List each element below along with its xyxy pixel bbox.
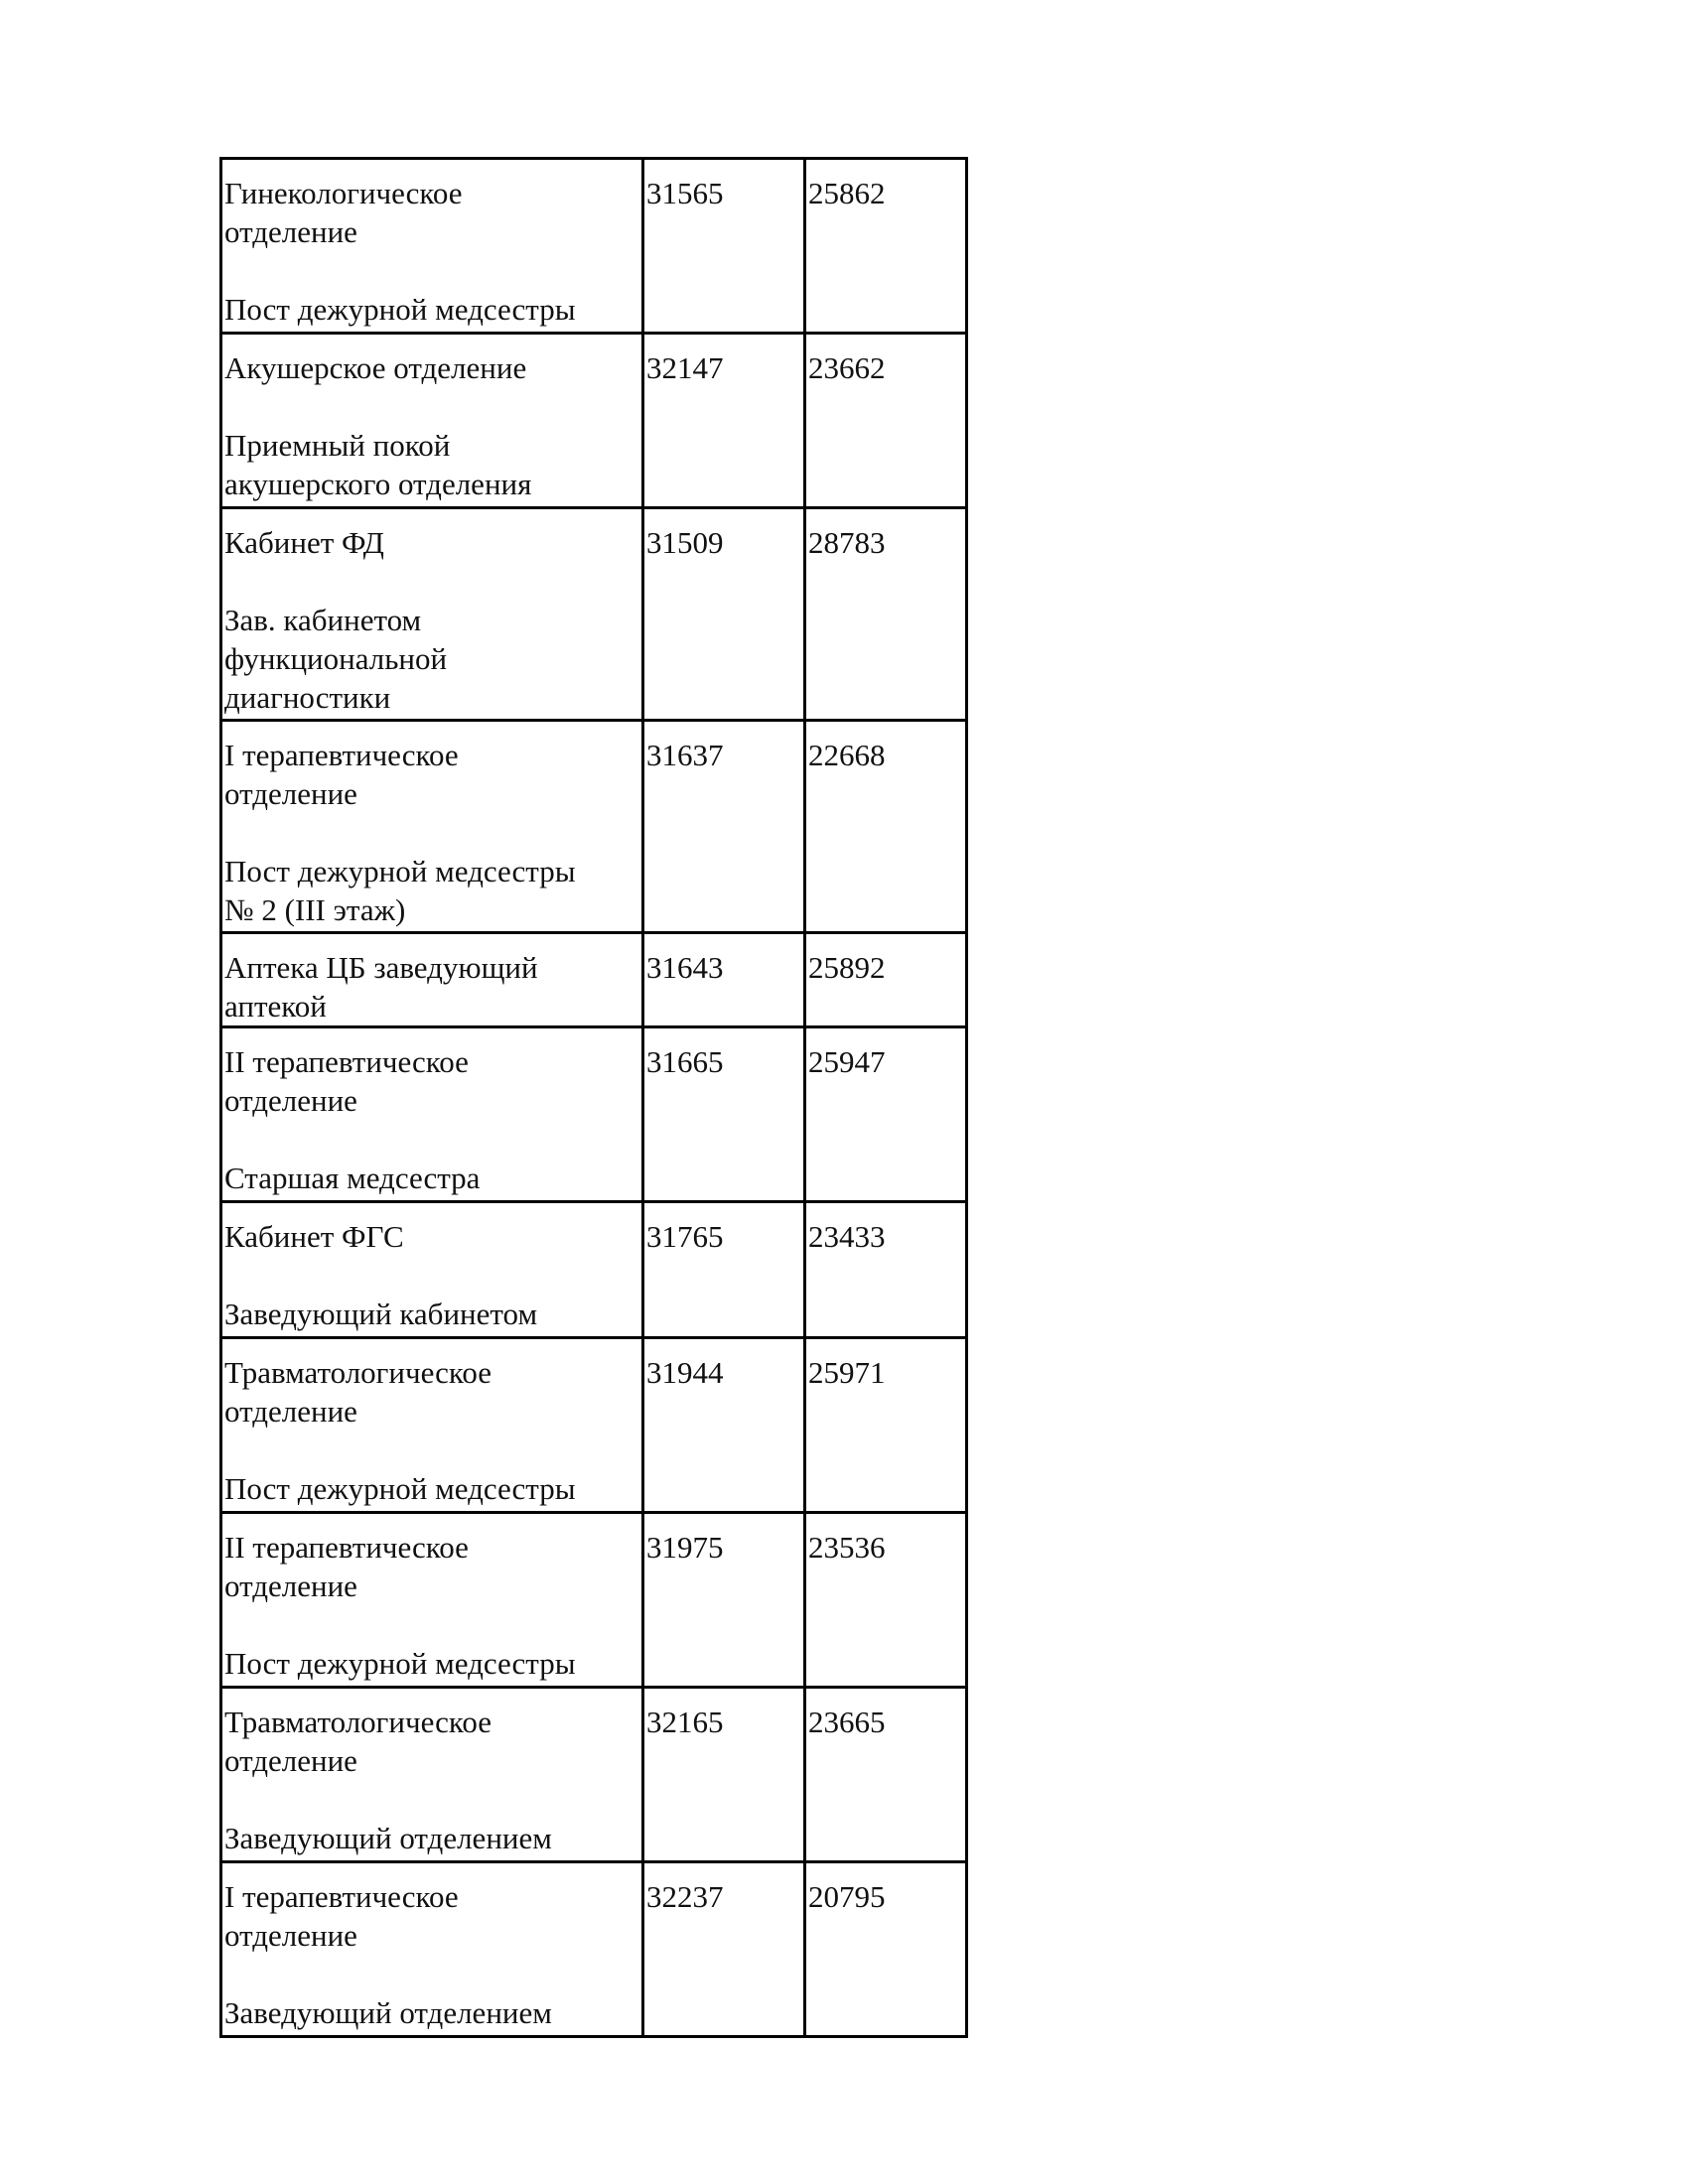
table-row [221, 334, 967, 508]
table-body [221, 159, 967, 2037]
table-row [221, 1688, 967, 1862]
table-row [221, 1027, 967, 1202]
department-cell [221, 1338, 643, 1513]
department-line: отделение [224, 214, 357, 249]
department-line: Гинекологическое [224, 176, 463, 210]
number-cell-2: 20795 [805, 1862, 967, 2037]
department-cell [221, 721, 643, 933]
number-cell-1: 31665 [643, 1027, 805, 1202]
department-line: Травматологическое [224, 1355, 492, 1390]
department-cell [221, 508, 643, 721]
department-cell [221, 1862, 643, 2037]
number-cell-2: 22668 [805, 721, 967, 933]
department-line: отделение [224, 1743, 357, 1778]
department-cell [221, 1513, 643, 1688]
table-row [221, 159, 967, 334]
table-row [221, 1338, 967, 1513]
department-line: II терапевтическое [224, 1530, 469, 1565]
number-cell-1: 32147 [643, 334, 805, 508]
position-line: Пост дежурной медсестры [224, 854, 576, 888]
department-line: отделение [224, 1569, 357, 1603]
department-line: отделение [224, 1394, 357, 1429]
position-line: Заведующий кабинетом [224, 1297, 538, 1331]
department-cell [221, 1688, 643, 1862]
position-line: Пост дежурной медсестры [224, 1646, 576, 1681]
position-line: Пост дежурной медсестры [224, 292, 576, 327]
number-cell-2: 25892 [805, 933, 967, 1027]
number-cell-2: 25862 [805, 159, 967, 334]
number-cell-2: 28783 [805, 508, 967, 721]
department-cell [221, 933, 643, 1027]
table-row [221, 933, 967, 1027]
position-line: функциональной [224, 641, 448, 676]
number-cell-2: 23665 [805, 1688, 967, 1862]
number-cell-2: 23662 [805, 334, 967, 508]
department-line: Кабинет ФД [224, 525, 384, 560]
position-line: Заведующий отделением [224, 1995, 552, 2030]
table-row [221, 508, 967, 721]
number-cell-1: 31565 [643, 159, 805, 334]
department-line: Аптека ЦБ заведующий [224, 950, 538, 985]
number-cell-2: 23536 [805, 1513, 967, 1688]
number-cell-1: 32165 [643, 1688, 805, 1862]
department-line: I терапевтическое [224, 1879, 459, 1914]
number-cell-2: 23433 [805, 1202, 967, 1338]
number-cell-1: 31975 [643, 1513, 805, 1688]
table-row [221, 721, 967, 933]
position-line: акушерского отделения [224, 467, 532, 501]
department-line: Акушерское отделение [224, 350, 527, 385]
department-line: Травматологическое [224, 1705, 492, 1739]
department-line: Кабинет ФГС [224, 1219, 404, 1254]
department-line: отделение [224, 1918, 357, 1953]
number-cell-1: 31765 [643, 1202, 805, 1338]
table-row [221, 1202, 967, 1338]
position-line: Пост дежурной медсестры [224, 1471, 576, 1506]
number-cell-1: 31509 [643, 508, 805, 721]
department-line: отделение [224, 776, 357, 811]
table-row [221, 1862, 967, 2037]
table-row [221, 1513, 967, 1688]
department-cell [221, 334, 643, 508]
position-line: Приемный покой [224, 428, 451, 463]
department-cell [221, 159, 643, 334]
number-cell-1: 31637 [643, 721, 805, 933]
position-line: № 2 (III этаж) [224, 892, 406, 927]
number-cell-1: 31643 [643, 933, 805, 1027]
phone-directory-table [219, 157, 968, 2038]
position-line: Зав. кабинетом [224, 603, 422, 637]
department-line: аптекой [224, 989, 327, 1024]
position-line: диагностики [224, 680, 391, 715]
number-cell-1: 31944 [643, 1338, 805, 1513]
department-cell [221, 1027, 643, 1202]
position-line: Старшая медсестра [224, 1160, 481, 1195]
number-cell-2: 25971 [805, 1338, 967, 1513]
department-line: II терапевтическое [224, 1044, 469, 1079]
position-line: Заведующий отделением [224, 1821, 552, 1855]
department-line: отделение [224, 1083, 357, 1118]
number-cell-1: 32237 [643, 1862, 805, 2037]
department-cell [221, 1202, 643, 1338]
department-line: I терапевтическое [224, 738, 459, 772]
number-cell-2: 25947 [805, 1027, 967, 1202]
